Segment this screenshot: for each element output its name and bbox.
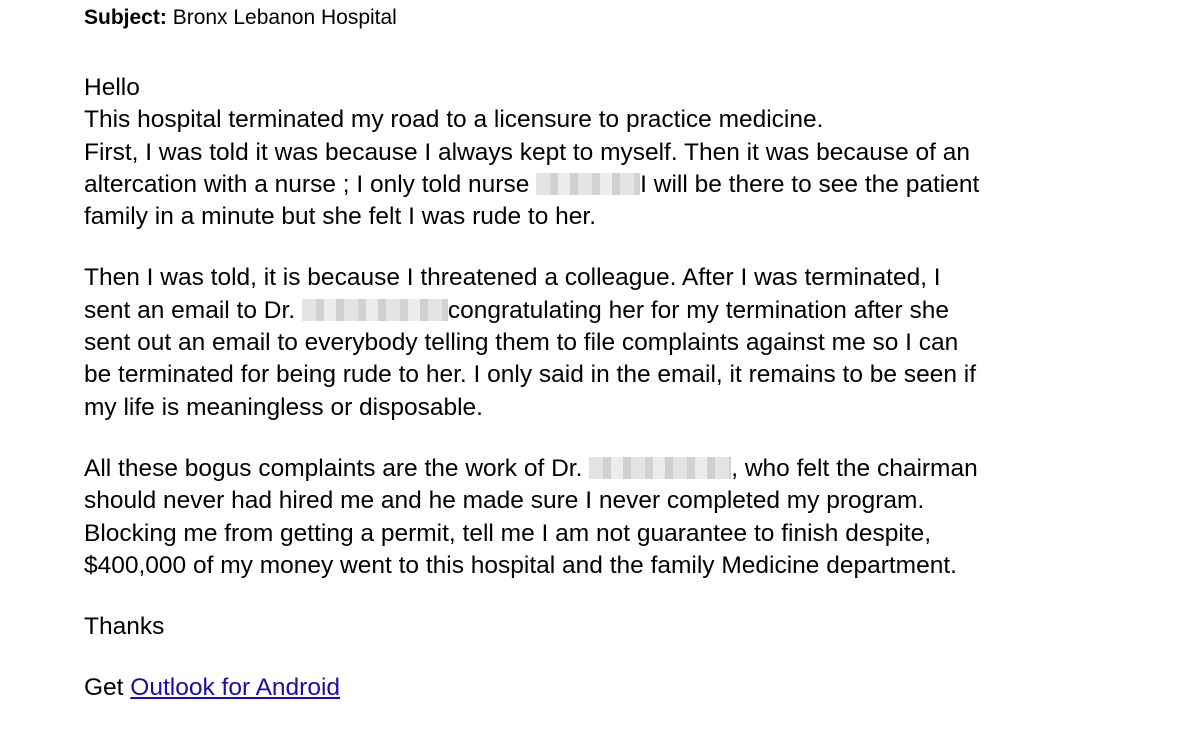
paragraph-gap [84, 424, 979, 453]
paragraph-2 [84, 262, 979, 423]
body-text: I will be there to see the patient [640, 170, 980, 198]
email-body [84, 72, 979, 705]
body-text: All these bogus complaints are the work of Dr. [84, 454, 590, 482]
body-line: sent out an email to everybody telling them to file complaints against me so I can [84, 329, 959, 357]
signature-prefix: Get [84, 674, 131, 702]
body-line: be terminated for being rude to her. I only said in the email, it remains to be seen if [84, 361, 977, 389]
closing: Thanks [84, 613, 165, 641]
redacted-name-doctor [302, 299, 448, 321]
body-line [84, 295, 979, 327]
paragraph-3 [84, 453, 979, 582]
subject-label: Subject: [84, 6, 167, 29]
body-line [84, 169, 979, 201]
body-line: Then I was told, it is because I threatened a colleague. After I was terminated, I [84, 264, 941, 292]
paragraph-gap [84, 582, 979, 611]
paragraph-1 [84, 104, 979, 233]
body-line: This hospital terminated my road to a licensure to practice medicine. [84, 106, 824, 134]
body-text: altercation with a nurse ; I only told nurse [84, 170, 537, 198]
redacted-name-nurse [536, 173, 640, 195]
body-line: my life is meaningless or disposable. [84, 393, 483, 421]
body-text: congratulating her for my termination after she [447, 296, 950, 324]
body-line: First, I was told it was because I always kept to myself. Then it was because of an [84, 138, 971, 166]
greeting: Hello [84, 74, 140, 101]
outlook-for-android-link[interactable]: Outlook for Android [130, 674, 341, 702]
body-line: family in a minute but she felt I was rude to her. [84, 203, 597, 231]
signature [84, 672, 979, 704]
body-text: sent an email to Dr. [84, 296, 302, 324]
subject-value: Bronx Lebanon Hospital [172, 6, 397, 29]
body-line: Blocking me from getting a permit, tell me I am not guarantee to finish despite, [84, 519, 932, 547]
email-subject [84, 4, 397, 32]
paragraph-gap [84, 643, 979, 672]
paragraph-gap [84, 233, 979, 262]
body-line: should never had hired me and he made sure I never completed my program. [84, 487, 925, 515]
body-text: , who felt the chairman [731, 454, 978, 482]
redacted-name-doctor [589, 457, 731, 479]
body-line: $400,000 of my money went to this hospital and the family Medicine department. [84, 551, 957, 579]
body-line [84, 453, 979, 485]
